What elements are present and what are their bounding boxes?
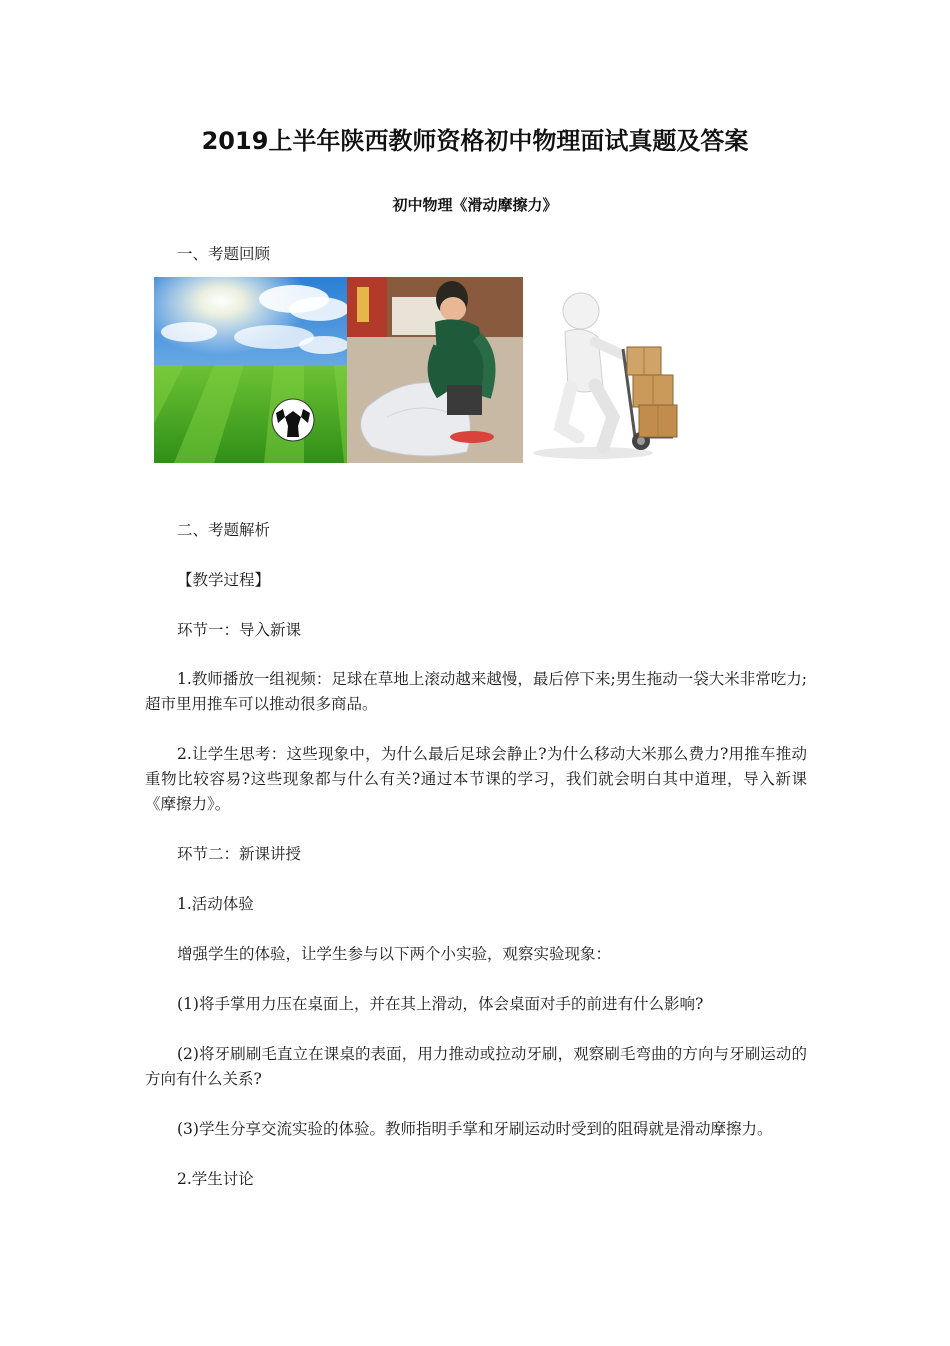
- boy-dragging-rice-bag-photo: [347, 277, 523, 463]
- review-images: [154, 277, 702, 463]
- soccer-field-photo: [154, 277, 347, 463]
- experiment-3: (3)学生分享交流实验的体验。教师指明手掌和牙刷运动时受到的阻碍就是滑动摩擦力。: [177, 1120, 773, 1138]
- step2-heading: 环节二：新课讲授: [177, 845, 302, 863]
- process-heading: 【教学过程】: [177, 571, 271, 589]
- activity-heading: 1.活动体验: [177, 895, 254, 913]
- review-heading: 一、考题回顾: [177, 245, 271, 263]
- figure-pushing-hand-truck-illustration: [523, 277, 702, 463]
- step1-heading: 环节一：导入新课: [177, 621, 302, 639]
- step1-paragraph-1: 1.教师播放一组视频：足球在草地上滚动越来越慢，最后停下来;男生拖动一袋大米非常吃力;超市里用推车可以推动很多商品。: [145, 670, 807, 713]
- document-title: 2019上半年陕西教师资格初中物理面试真题及答案: [201, 127, 749, 155]
- experiment-1: (1)将手掌用力压在桌面上，并在其上滑动，体会桌面对手的前进有什么影响?: [177, 995, 704, 1013]
- discussion-heading: 2.学生讨论: [177, 1170, 254, 1188]
- activity-intro: 增强学生的体验，让学生参与以下两个小实验，观察实验现象：: [177, 945, 612, 963]
- step1-paragraph-2: 2.让学生思考：这些现象中，为什么最后足球会静止?为什么移动大米那么费力?用推车推动重物比较容易?这些现象都与什么有关?通过本节课的学习，我们就会明白其中道理，导入新课《摩擦力》。: [145, 745, 807, 813]
- document-subtitle: 初中物理《滑动摩擦力》: [392, 196, 558, 214]
- analysis-heading: 二、考题解析: [177, 521, 271, 539]
- experiment-2: (2)将牙刷刷毛直立在课桌的表面，用力推动或拉动牙刷，观察刷毛弯曲的方向与牙刷运动的方向有什么关系?: [145, 1045, 807, 1088]
